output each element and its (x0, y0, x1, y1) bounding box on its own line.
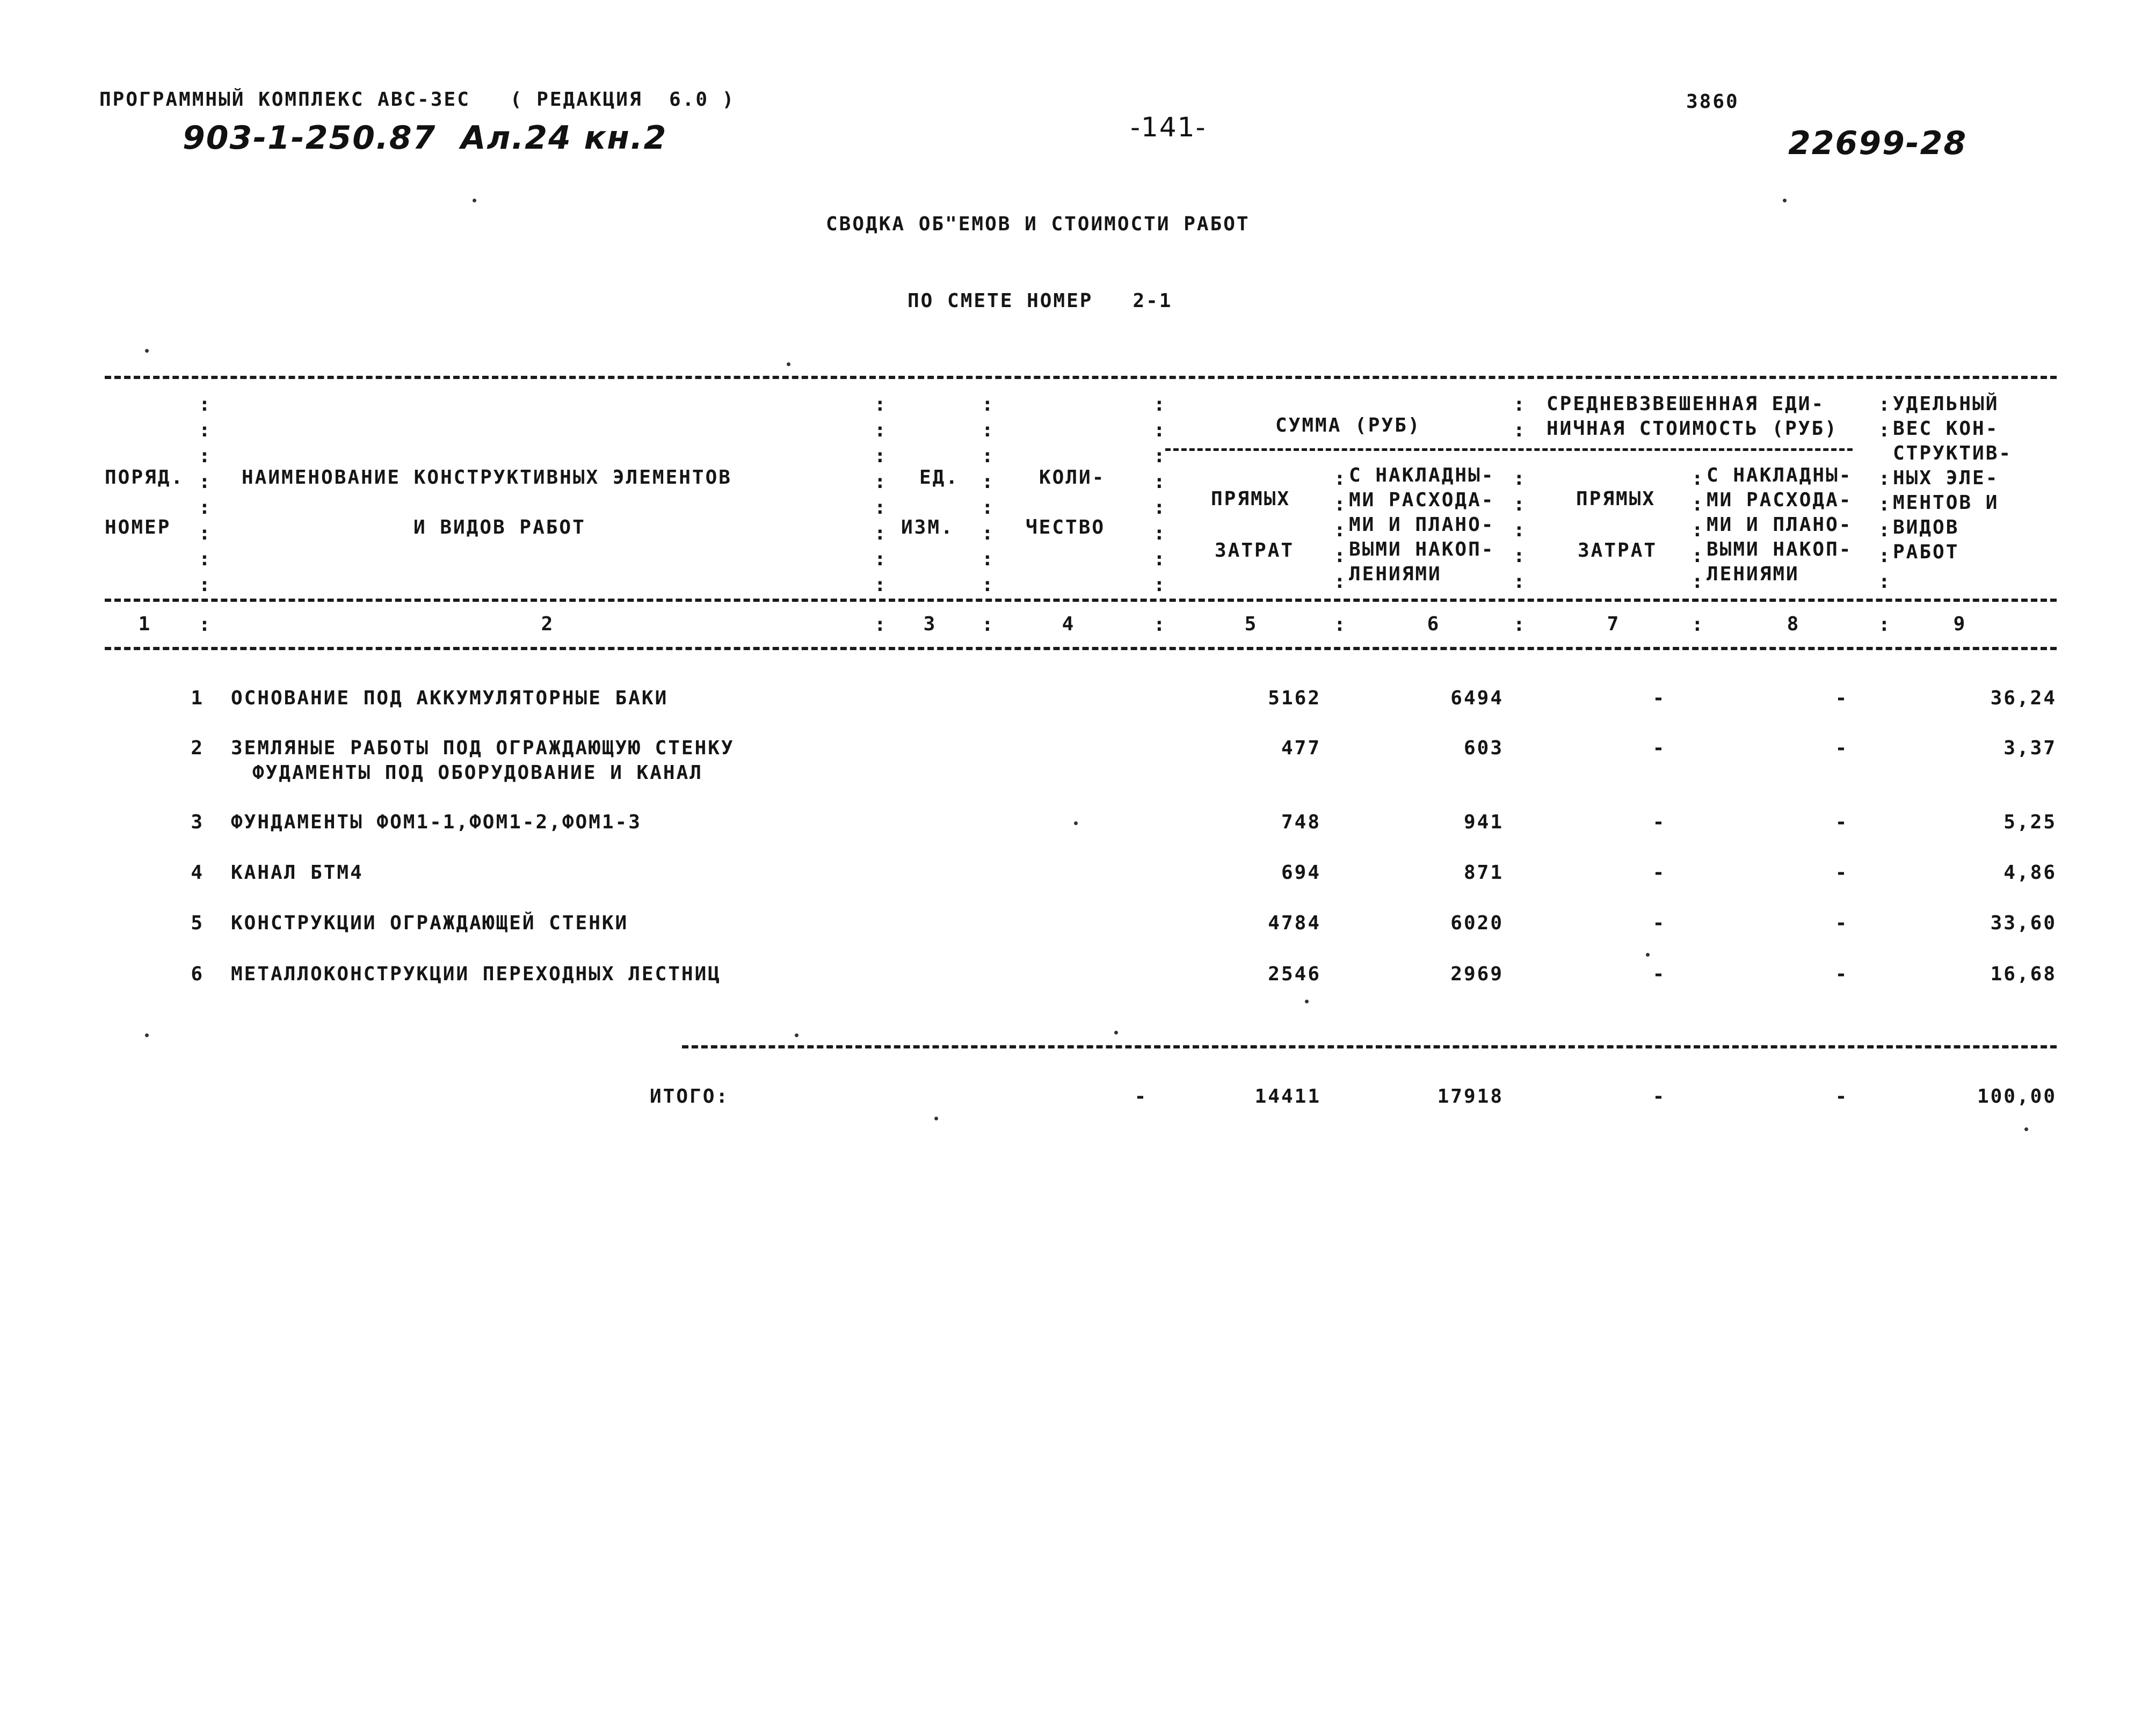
row-unit-overhead: - (1835, 737, 1849, 759)
row-weight: 4,86 (2003, 862, 2057, 884)
header-bottom-rule (105, 599, 2057, 602)
group-rule (1165, 448, 1853, 451)
row-unit-overhead: - (1835, 687, 1849, 709)
col7-header-line2: ЗАТРАТ (1578, 540, 1658, 562)
row-direct: 694 (1281, 862, 1321, 884)
group-unit-header-line1: СРЕДНЕВЗВЕШЕННАЯ ЕДИ- (1547, 393, 1825, 415)
document-page: ПРОГРАММНЫЙ КОМПЛЕКС АВС-ЗЕС ( РЕДАКЦИЯ 6.0 ) 3860 903-1-250.87 Ал.24 кн.2 -141- 22699-28 СВОДКА ОБ"ЕМОВ И СТОИМОСТИ РАБОТ ПО СМЕТЕ НОМЕР 2-1 : : : : : : : : : : : : : : : : : : : : : : : : : : : : : : : : : : : : : : : : : : : : : : : : : : : : : : : : ПОРЯД. НОМЕР НАИМЕНОВАНИЕ КОНСТРУКТИВНЫХ ЭЛЕМЕНТОВ И ВИДОВ РАБОТ ЕД. ИЗМ. КОЛИ- ЧЕСТВО СУММА (РУБ) СРЕДНЕВЗВЕШЕННАЯ ЕДИ- НИЧНАЯ СТОИМОСТЬ (РУБ) ПРЯМЫХ ЗАТРАТ С НАКЛАДНЫ- МИ РАСХОДА- МИ И ПЛАНО- ВЫМИ НАКОП- ЛЕНИЯМИ ПРЯМЫХ ЗАТРАТ С НАКЛАДНЫ- МИ РАСХОДА- МИ И ПЛАНО- ВЫМИ НАКОП- ЛЕНИЯМИ УДЕЛЬНЫЙ ВЕС КОН- СТРУКТИВ- НЫХ ЭЛЕ- МЕНТОВ И ВИДОВ РАБОТ 1 : 2 : 3 : 4 : 5 : 6 : 7 : 8 : 9 1 ОСНОВАНИЕ ПОД АККУМУЛЯТОРНЫЕ БАКИ 5162 6494 - - 36,24 2 ЗЕМЛЯНЫЕ РАБОТЫ ПОД ОГРАЖДАЮЩУЮ СТЕНКУ ФУДАМЕНТЫ ПОД ОБОРУДОВАНИЕ И КАНАЛ 477 603 - - 3,37 3 ФУНДАМЕНТЫ ФОМ1-1,ФОМ1-2,ФОМ1-3 748 941 - - 5,25 4 КАНАЛ БТМ4 694 871 - - 4,86 5 КОНСТРУКЦИИ ОГРАЖДАЮЩЕЙ СТЕНКИ 4784 6020 - - 33,60 6 МЕТАЛЛОКОНСТРУКЦИИ ПЕРЕХОДНЫХ ЛЕСТНИЦ 2546 2969 - - 16,68 ИТОГО: - 14411 17918 - - 100,00 (0, 0, 2156, 1712)
total-overhead: 17918 (1437, 1086, 1504, 1108)
program-header: ПРОГРАММНЫЙ КОМПЛЕКС АВС-ЗЕС ( РЕДАКЦИЯ 6.0 ) (99, 89, 736, 111)
row-number: 4 (191, 862, 204, 884)
col4-header-line1: КОЛИ- (1039, 467, 1106, 489)
row-number: 3 (191, 811, 204, 833)
col-number: 9 (1953, 613, 1967, 635)
row-name-continued: ФУДАМЕНТЫ ПОД ОБОРУДОВАНИЕ И КАНАЛ (252, 762, 703, 784)
total-direct: 14411 (1254, 1086, 1321, 1108)
handwritten-code: 903-1-250.87 Ал.24 кн.2 (183, 119, 667, 157)
row-overhead: 2969 (1450, 963, 1504, 985)
page-number: -141- (1130, 112, 1207, 143)
row-number: 5 (191, 912, 204, 934)
col2-header-line2: И ВИДОВ РАБОТ (413, 516, 586, 538)
col-number: 7 (1607, 613, 1621, 635)
row-name: КАНАЛ БТМ4 (231, 862, 364, 884)
document-number: 3860 (1686, 91, 1739, 113)
col-number: 1 (138, 613, 152, 635)
row-direct: 477 (1281, 737, 1321, 759)
row-weight: 3,37 (2003, 737, 2057, 759)
row-unit-direct: - (1652, 912, 1666, 934)
col-number: 6 (1427, 613, 1441, 635)
table-top-rule (105, 376, 2057, 379)
row-name: ЗЕМЛЯНЫЕ РАБОТЫ ПОД ОГРАЖДАЮЩУЮ СТЕНКУ (231, 737, 735, 759)
row-weight: 16,68 (1990, 963, 2057, 985)
row-unit-direct: - (1652, 811, 1666, 833)
total-weight: 100,00 (1977, 1086, 2057, 1108)
row-name: ОСНОВАНИЕ ПОД АККУМУЛЯТОРНЫЕ БАКИ (231, 687, 669, 709)
col-number: 5 (1244, 613, 1258, 635)
page-subtitle: ПО СМЕТЕ НОМЕР 2-1 (908, 290, 1173, 312)
row-weight: 33,60 (1990, 912, 2057, 934)
col1-header-line1: ПОРЯД. (105, 467, 185, 489)
col-number: 3 (923, 613, 937, 635)
col5-header-line2: ЗАТРАТ (1215, 540, 1295, 562)
col-number: 2 (541, 613, 555, 635)
row-name: КОНСТРУКЦИИ ОГРАЖДАЮЩЕЙ СТЕНКИ (231, 912, 629, 934)
col3-header-line1: ЕД. (919, 467, 960, 489)
row-unit-overhead: - (1835, 963, 1849, 985)
total-unit-direct: - (1652, 1086, 1666, 1108)
col-number: 8 (1787, 613, 1801, 635)
row-unit-direct: - (1652, 862, 1666, 884)
total-rule (682, 1045, 2057, 1048)
col4-header-line2: ЧЕСТВО (1026, 516, 1106, 538)
row-name: ФУНДАМЕНТЫ ФОМ1-1,ФОМ1-2,ФОМ1-3 (231, 811, 642, 833)
total-quantity: - (1134, 1086, 1148, 1108)
total-unit-overhead: - (1835, 1086, 1849, 1108)
row-unit-overhead: - (1835, 862, 1849, 884)
row-unit-direct: - (1652, 687, 1666, 709)
col5-header-line1: ПРЯМЫХ (1211, 488, 1291, 510)
row-unit-overhead: - (1835, 912, 1849, 934)
row-overhead: 603 (1463, 737, 1504, 759)
handwritten-number: 22699-28 (1788, 125, 1968, 162)
row-unit-direct: - (1652, 963, 1666, 985)
row-overhead: 941 (1463, 811, 1504, 833)
row-weight: 36,24 (1990, 687, 2057, 709)
row-name: МЕТАЛЛОКОНСТРУКЦИИ ПЕРЕХОДНЫХ ЛЕСТНИЦ (231, 963, 721, 985)
col-number: 4 (1062, 613, 1076, 635)
row-direct: 4784 (1268, 912, 1321, 934)
group-unit-header-line2: НИЧНАЯ СТОИМОСТЬ (РУБ) (1547, 418, 1838, 440)
col7-header-line1: ПРЯМЫХ (1576, 488, 1656, 510)
row-overhead: 6020 (1450, 912, 1504, 934)
col2-header-line1: НАИМЕНОВАНИЕ КОНСТРУКТИВНЫХ ЭЛЕМЕНТОВ (242, 467, 732, 489)
row-overhead: 6494 (1450, 687, 1504, 709)
row-weight: 5,25 (2003, 811, 2057, 833)
row-number: 1 (191, 687, 204, 709)
col3-header-line2: ИЗМ. (901, 516, 954, 538)
total-label: ИТОГО: (650, 1086, 730, 1108)
row-overhead: 871 (1463, 862, 1504, 884)
row-unit-overhead: - (1835, 811, 1849, 833)
numbers-bottom-rule (105, 647, 2057, 650)
row-direct: 5162 (1268, 687, 1321, 709)
row-number: 6 (191, 963, 204, 985)
col1-header-line2: НОМЕР (105, 516, 171, 538)
row-direct: 2546 (1268, 963, 1321, 985)
row-direct: 748 (1281, 811, 1321, 833)
group-sum-header: СУММА (РУБ) (1275, 414, 1421, 436)
row-number: 2 (191, 737, 204, 759)
page-title: СВОДКА ОБ"ЕМОВ И СТОИМОСТИ РАБОТ (826, 213, 1250, 235)
row-unit-direct: - (1652, 737, 1666, 759)
